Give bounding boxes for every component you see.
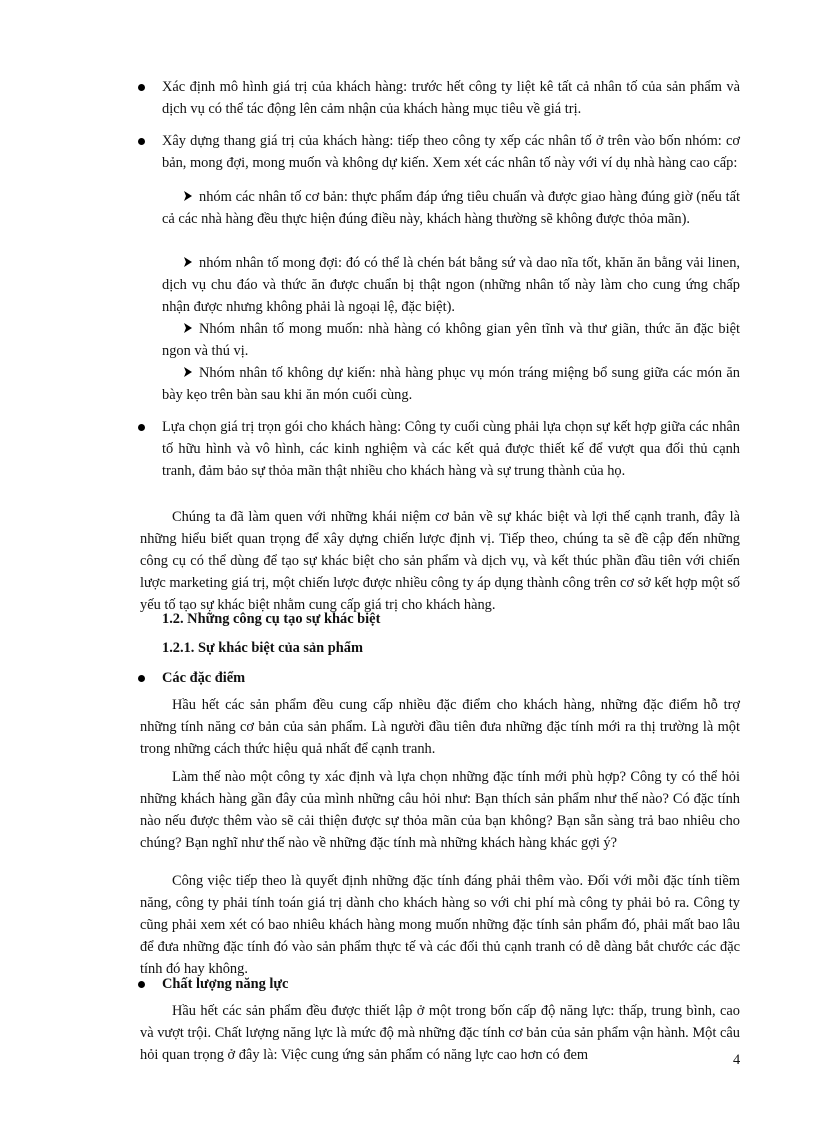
heading-quality xyxy=(162,973,288,995)
sub-item xyxy=(162,186,740,230)
bullet-icon xyxy=(138,84,145,91)
page-number: 4 xyxy=(733,1052,741,1068)
sub-item-text: Nhóm nhân tố không dự kiến: nhà hàng phục vụ món tráng miệng bổ sung giữa các món ăn bày kẹo trên bàn sau khi ăn món cuối cùng. xyxy=(162,365,740,403)
sub-item xyxy=(162,362,740,406)
sub-item xyxy=(162,252,740,318)
heading-features-text: Các đặc điểm xyxy=(162,670,246,686)
paragraph-quality: Hầu hết các sản phẩm đều được thiết lập ở một trong bốn cấp độ năng lực: thấp, trung bình, cao và vượt trội. Chất lượng năng lực là mức độ mà những đặc tính cơ bản của sản phẩm vận hành. Một câu hỏi quan trọng ở đây là: Việc cung ứng sản phẩm có năng lực cao hơn có đem xyxy=(140,1003,740,1063)
sub-item xyxy=(162,318,740,362)
arrow-bullet-icon xyxy=(184,191,192,201)
heading-features xyxy=(162,667,245,689)
sub-item-text: nhóm các nhân tố cơ bản: thực phẩm đáp ứng tiêu chuẩn và được giao hàng đúng giờ (nếu tất cả các nhà hàng đều thực hiện đúng điều này, khách hàng thường sẽ không được thỏa mãn). xyxy=(162,189,740,227)
arrow-bullet-icon xyxy=(184,367,192,377)
paragraph-features-1: Hầu hết các sản phẩm đều cung cấp nhiều đặc điểm cho khách hàng, những đặc điểm hỗ trợ những tính năng cơ bản của sản phẩm. Là người đầu tiên đưa những đặc tính mới ra thị trường là một trong những cách thức hiệu quả nhất để cạnh tranh. xyxy=(140,697,740,757)
sub-item-text: Nhóm nhân tố mong muốn: nhà hàng có không gian yên tĩnh và thư giãn, thức ăn đặc biệt ngon và thú vị. xyxy=(162,321,740,359)
bullet-item xyxy=(162,416,740,482)
arrow-bullet-icon xyxy=(184,323,192,333)
heading-quality-text: Chất lượng năng lực xyxy=(162,976,289,992)
arrow-bullet-icon xyxy=(184,257,192,267)
paragraph-features-3: Công việc tiếp theo là quyết định những đặc tính đáng phải thêm vào. Đối với mỗi đặc tính tiềm năng, công ty phải tính toán giá trị dành cho khách hàng so với chi phí mà công ty phải bỏ ra. Công ty cũng phải xem xét có bao nhiêu khách hàng mong muốn những đặc tính sản phẩm đó, phải mất bao lâu để đưa những đặc tính đó vào sản phẩm thực tế và các đối thủ cạnh tranh có dễ dàng bắt chước các đặc tính đó hay không. xyxy=(140,873,740,977)
heading-1-2: 1.2. Những công cụ tạo sự khác biệt xyxy=(162,611,381,627)
paragraph-intro: Chúng ta đã làm quen với những khái niệm cơ bản về sự khác biệt và lợi thế cạnh tranh, đây là những hiểu biết quan trọng để xây dựng chiến lược định vị. Tiếp theo, chúng ta sẽ đề cập đến những công cụ có thể dùng để tạo sự khác biệt cho sản phẩm và dịch vụ, và kết thúc phần đầu tiên với chiến lược marketing giá trị, một chiến lược được nhiều công ty áp dụng thành công trên cơ sở kết hợp một số yếu tố tạo sự khác biệt nhằm cung cấp giá trị cho khách hàng. xyxy=(140,509,740,613)
bullet-icon xyxy=(138,675,145,682)
bullet-text: Xác định mô hình giá trị của khách hàng: trước hết công ty liệt kê tất cả nhân tố của sản phẩm và dịch vụ có thể tác động lên cảm nhận của khách hàng mục tiêu về giá trị. xyxy=(162,79,740,117)
sub-item-text: nhóm nhân tố mong đợi: đó có thể là chén bát bằng sứ và dao nĩa tốt, khăn ăn bằng vải linen, dịch vụ chu đáo và thức ăn được chuẩn bị thật ngon (những nhân tố này làm cho cung ứng chấp nhận được nhưng không phải là ngoại lệ, đặc biệt). xyxy=(162,255,740,315)
bullet-icon xyxy=(138,138,145,145)
bullet-item xyxy=(162,130,740,174)
bullet-text: Xây dựng thang giá trị của khách hàng: tiếp theo công ty xếp các nhân tố ở trên vào bốn nhóm: cơ bản, mong đợi, mong muốn và không dự kiến. Xem xét các nhân tố này với ví dụ nhà hàng cao cấp: xyxy=(162,133,740,171)
bullet-icon xyxy=(138,981,145,988)
bullet-icon xyxy=(138,424,145,431)
paragraph-features-2: Làm thế nào một công ty xác định và lựa chọn những đặc tính mới phù hợp? Công ty có thể hỏi những khách hàng gần đây của mình những câu hỏi như: Bạn thích sản phẩm như thế nào? Có đặc tính nào nếu được thêm vào sẽ cải thiện được sự thỏa mãn của bạn không? Bạn sẵn sàng trả bao nhiêu cho chúng? Bạn nghĩ như thế nào về những đặc tính mà những khách hàng khác gợi ý? xyxy=(140,769,740,851)
bullet-text: Lựa chọn giá trị trọn gói cho khách hàng: Công ty cuối cùng phải lựa chọn sự kết hợp giữa các nhân tố hữu hình và vô hình, các kinh nghiệm và các kết quả được thiết kế để vượt qua đối thủ cạnh tranh, đảm bảo sự thỏa mãn thật nhiều cho khách hàng và sự trung thành của họ. xyxy=(162,419,740,479)
bullet-item xyxy=(162,76,740,120)
heading-1-2-1: 1.2.1. Sự khác biệt của sản phẩm xyxy=(162,640,363,656)
